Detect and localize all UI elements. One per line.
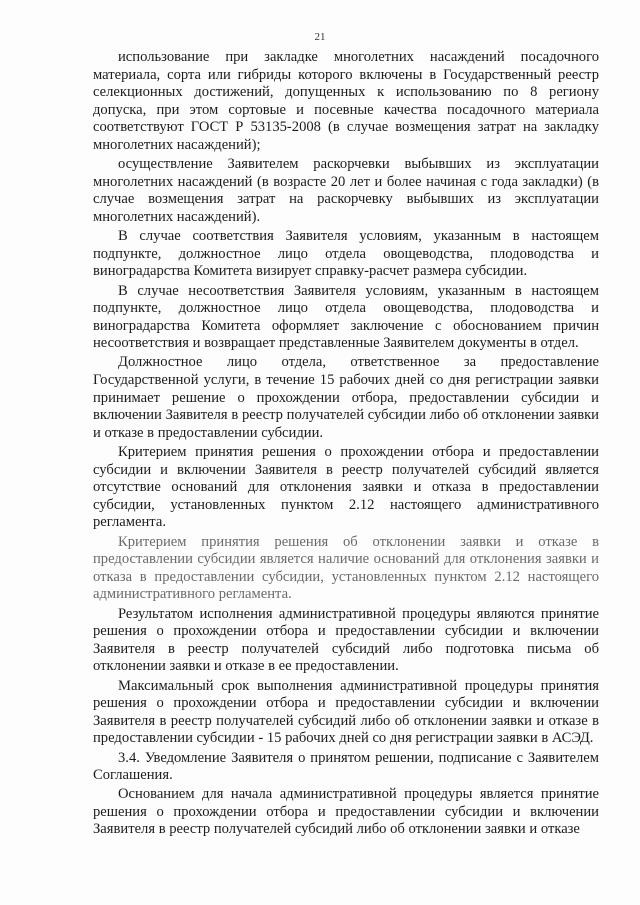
paragraph: Результатом исполнения административной процедуры являются принятие решения о прохождении отбора и предоставлении субсидии и включении Заявителя в реестр получателей субсидий либо подготовка письма об отклонении заявки и отказе в ее предоставлении. — [93, 605, 599, 675]
paragraph: Критерием принятия решения об отклонении заявки и отказе в предоставлении субсидии является наличие оснований для отклонения заявки и отказа в предоставлении субсидии, установленных пунктом 2.12 настоящего административного регламента. — [93, 533, 599, 603]
paragraph: В случае несоответствия Заявителя условиям, указанным в настоящем подпункте, должностное лицо отдела овощеводства, плодоводства и виноградарства Комитета оформляет заключение с обоснованием причин несоответствия и возвращает представленные Заявителем документы в отдел. — [93, 282, 599, 352]
paragraph: Основанием для начала административной процедуры является принятие решения о прохождении отбора и предоставлении субсидии и включении Заявителя в реестр получателей субсидий либо об отклонении заявки и отказе — [93, 786, 599, 838]
paragraph: осуществление Заявителем раскорчевки выбывших из эксплуатации многолетних насаждений (в возрасте 20 лет и более начиная с года закладки) (в случае возмещения затрат на раскорчевку выбывших из эксплуатации многолетних насаждений). — [93, 156, 599, 225]
section-heading: 3.4. Уведомление Заявителя о принятом решении, подписание с Заявителем Соглашения. — [93, 749, 599, 784]
document-body — [93, 49, 599, 839]
paragraph: Должностное лицо отдела, ответственное за предоставление Государственной услуги, в течение 15 рабочих дней со дня регистрации заявки принимает решение о прохождении отбора, предоставлении субсидии и включении Заявителя в реестр получателей субсидии либо об отклонении заявки и отказе в предоставлении субсидии. — [93, 354, 599, 441]
paragraph: Максимальный срок выполнения административной процедуры принятия решения о прохождении отбора и предоставлении субсидии и включении Заявителя в реестр получателей субсидий либо об отклонении заявки и отказе в предоставлении субсидии - 15 рабочих дней со дня регистрации заявки в АСЭД. — [93, 677, 599, 747]
page-number: 21 — [314, 31, 326, 43]
paragraph: Критерием принятия решения о прохождении отбора и предоставлении субсидии и включении Заявителя в реестр получателей субсидий является отсутствие оснований для отклонения заявки и отказа в предоставлении субсидии, установленных пунктом 2.12 настоящего административного регламента. — [93, 444, 599, 531]
paragraph: использование при закладке многолетних насаждений посадочного материала, сорта или гибриды которого включены в Государственный реестр селекционных достижений, допущенных к использованию по 8 региону допуска, при этом сортовые и посевные качества посадочного материала соответствуют ГОСТ Р 53135-2008 (в случае возмещения затрат на закладку многолетних насаждений); — [93, 49, 599, 153]
paragraph: В случае соответствия Заявителя условиям, указанным в настоящем подпункте, должностное лицо отдела овощеводства, плодоводства и виноградарства Комитета визирует справку-расчет размера субсидии. — [93, 228, 599, 280]
